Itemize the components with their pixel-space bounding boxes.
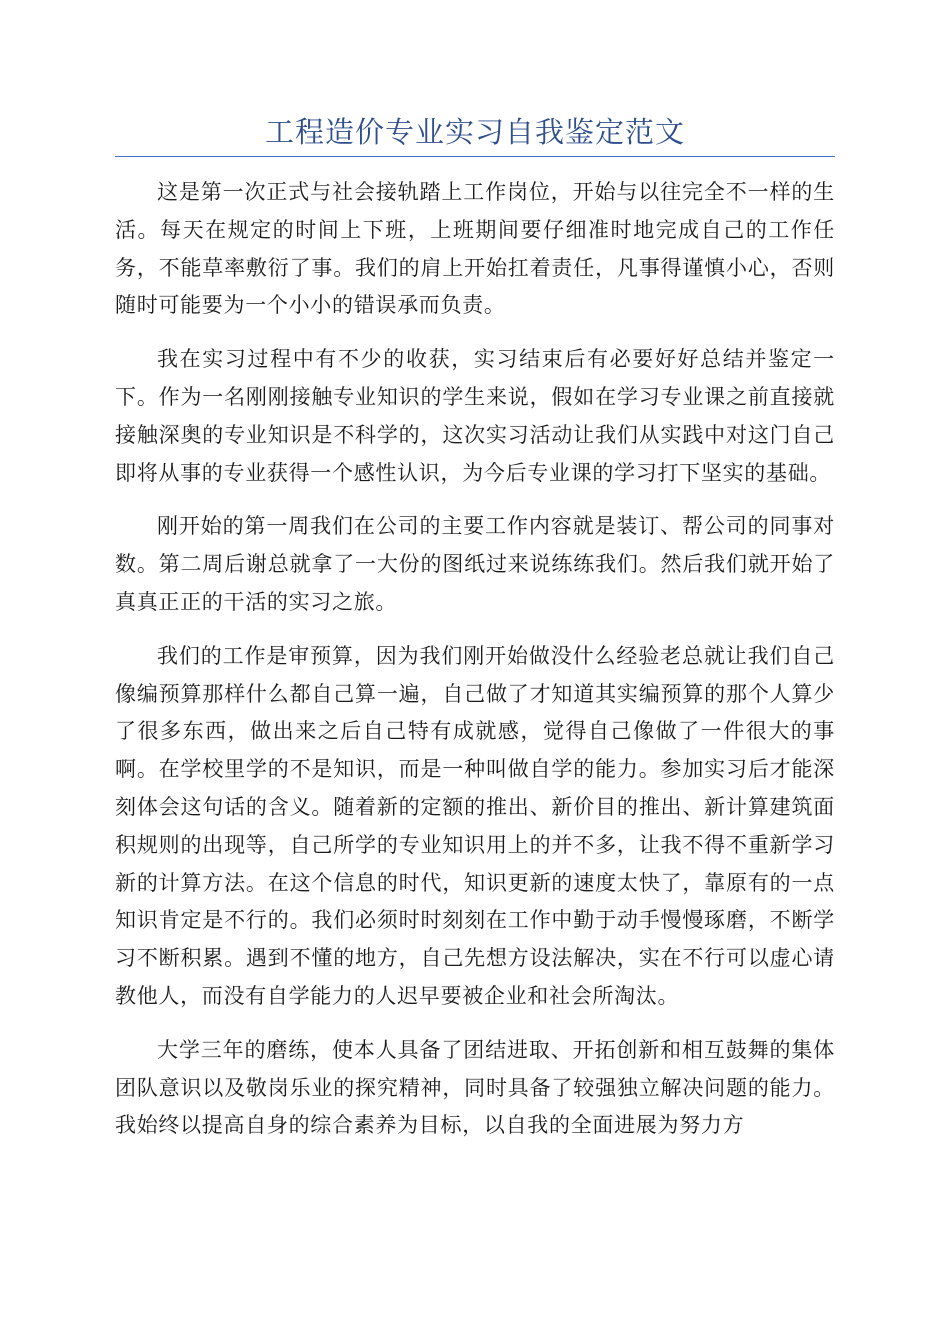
paragraph-2: 我在实习过程中有不少的收获，实习结束后有必要好好总结并鉴定一下。作为一名刚刚接触专业知识的学生来说，假如在学习专业课之前直接就接触深奥的专业知识是不科学的，这次实习活动让我们从实践中对这门自己即将从事的专业获得一个感性认识，为今后专业课的学习打下坚实的基础。 xyxy=(115,347,835,485)
document-body xyxy=(115,174,835,1161)
paragraph-5: 大学三年的磨练，使本人具备了团结进取、开拓创新和相互鼓舞的集体团队意识以及敬岗乐业的探究精神，同时具备了较强独立解决问题的能力。我始终以提高自身的综合素养为目标，以自我的全面进展为努力方 xyxy=(115,1037,835,1138)
paragraph-4: 我们的工作是审预算，因为我们刚开始做没什么经验老总就让我们自己像编预算那样什么都自己算一遍，自己做了才知道其实编预算的那个人算少了很多东西，做出来之后自己特有成就感，觉得自己像做了一件很大的事啊。在学校里学的不是知识，而是一种叫做自学的能力。参加实习后才能深刻体会这句话的含义。随着新的定额的推出、新价目的推出、新计算建筑面积规则的出现等，自己所学的专业知识用上的并不多，让我不得不重新学习新的计算方法。在这个信息的时代，知识更新的速度太快了，靠原有的一点知识肯定是不行的。我们必须时时刻刻在工作中勤于动手慢慢琢磨，不断学习不断积累。遇到不懂的地方，自己先想方设法解决，实在不行可以虚心请教他人，而没有自学能力的人迟早要被企业和社会所淘汰。 xyxy=(115,643,835,1008)
paragraph-1: 这是第一次正式与社会接轨踏上工作岗位，开始与以往完全不一样的生活。每天在规定的时间上下班，上班期间要仔细准时地完成自己的工作任务，不能草率敷衍了事。我们的肩上开始扛着责任，凡事得谨慎小心，否则随时可能要为一个小小的错误承而负责。 xyxy=(115,180,835,318)
paragraph-3: 刚开始的第一周我们在公司的主要工作内容就是装订、帮公司的同事对数。第二周后谢总就拿了一大份的图纸过来说练练我们。然后我们就开始了真真正正的干活的实习之旅。 xyxy=(115,514,835,614)
document-title: 工程造价专业实习自我鉴定范文 xyxy=(264,115,685,149)
title-block xyxy=(115,108,835,157)
